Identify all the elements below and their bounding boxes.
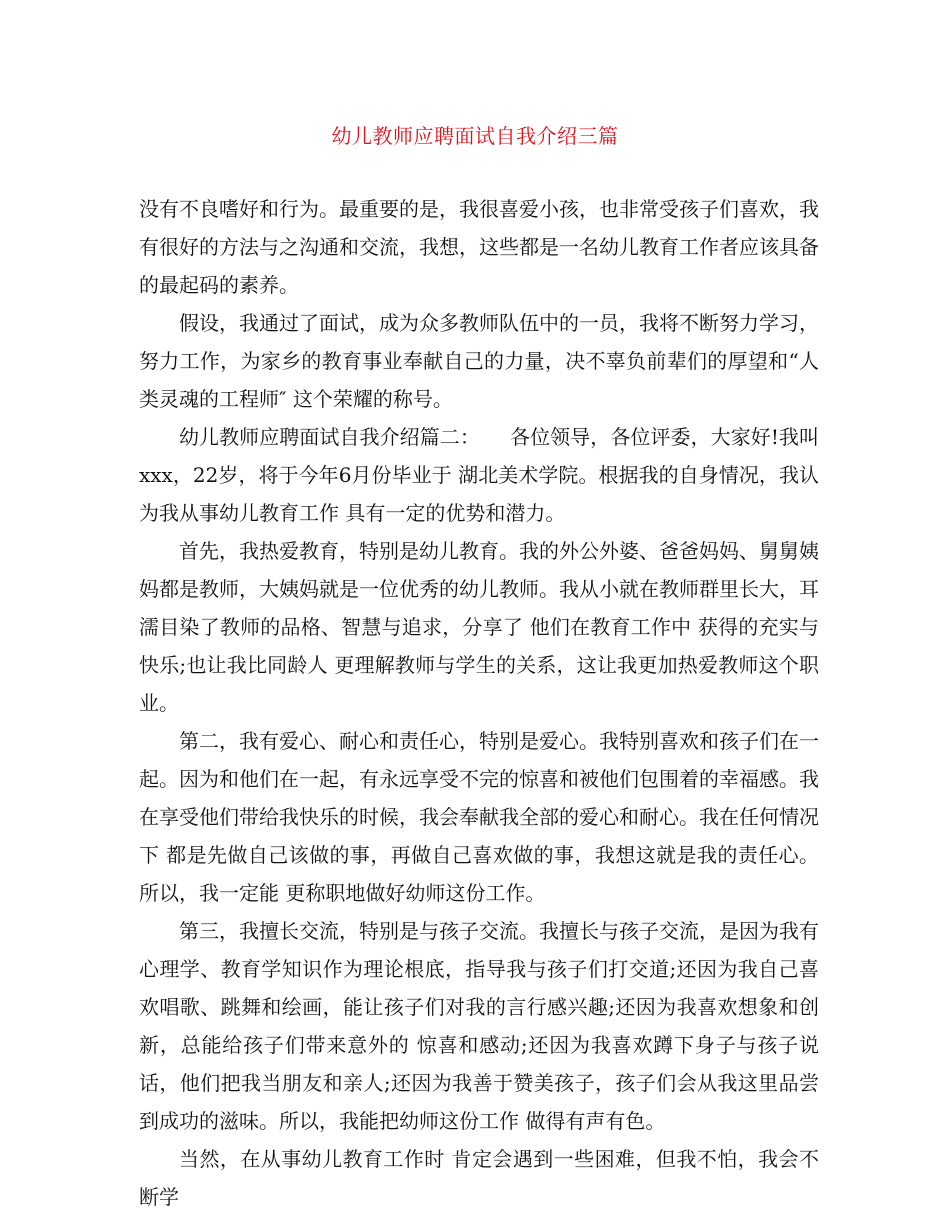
paragraph: 首先，我热爱教育，特别是幼儿教育。我的外公外婆、爸爸妈妈、舅舅姨妈都是教师，大姨妈就是一位优秀的幼儿教师。我从小就在教师群里长大，耳濡目染了教师的品格、智慧与追求，分享了 他们在教育工作中 获得的充实与快乐;也让我比同龄人 更理解教师与学生的关系，这让我更加热爱教师这个职业。 [139, 539, 819, 715]
paragraph: 幼儿教师应聘面试自我介绍篇二： 各位领导，各位评委，大家好!我叫xxx，22岁，将于今年6月份毕业于 湖北美术学院。根据我的自身情况，我认为我从事幼儿教育工作 具有一定的优势和潜力。 [139, 425, 819, 525]
paragraph: 第三，我擅长交流，特别是与孩子交流。我擅长与孩子交流，是因为我有心理学、教育学知识作为理论根底，指导我与孩子们打交道;还因为我自己喜欢唱歌、跳舞和绘画，能让孩子们对我的言行感兴趣;还因为我喜欢想象和创新，总能给孩子们带来意外的 惊喜和感动;还因为我喜欢蹲下身子与孩子说话，他们把我当朋友和亲人;还因为我善于赞美孩子，孩子们会从我这里品尝到成功的滋味。所以，我能把幼师这份工作 做得有声有色。 [139, 919, 819, 1133]
document-body [139, 190, 819, 1216]
paragraph: 第二，我有爱心、耐心和责任心，特别是爱心。我特别喜欢和孩子们在一起。因为和他们在一起，有永远享受不完的惊喜和被他们包围着的幸福感。我在享受他们带给我快乐的时候，我会奉献我全部的爱心和耐心。我在任何情况下 都是先做自己该做的事，再做自己喜欢做的事，我想这就是我的责任心。所以，我一定能 更称职地做好幼师这份工作。 [139, 729, 819, 905]
paragraph: 当然，在从事幼儿教育工作时 肯定会遇到一些困难，但我不怕，我会不断学 [139, 1147, 819, 1209]
document-title: 幼儿教师应聘面试自我介绍三篇 [331, 124, 619, 148]
paragraph: 假设，我通过了面试，成为众多教师队伍中的一员，我将不断努力学习，努力工作，为家乡的教育事业奉献自己的力量，决不辜负前辈们的厚望和“人类灵魂的工程师″ 这个荣耀的称号。 [139, 311, 819, 411]
paragraph-continuation: 没有不良嗜好和行为。最重要的是，我很喜爱小孩，也非常受孩子们喜欢，我有很好的方法与之沟通和交流，我想，这些都是一名幼儿教育工作者应该具备的最起码的素养。 [139, 197, 819, 297]
